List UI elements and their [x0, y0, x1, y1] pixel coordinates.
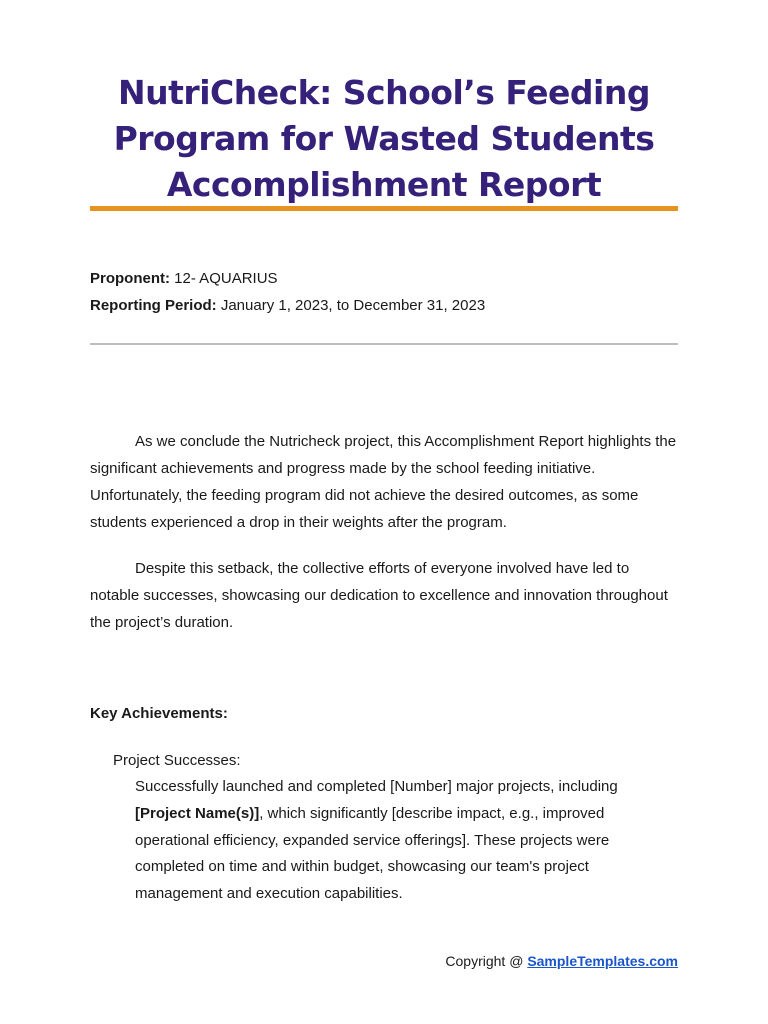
reporting-period-value: January 1, 2023, to December 31, 2023	[216, 297, 486, 314]
proponent-line	[90, 269, 278, 289]
proponent-value: 12- AQUARIUS	[170, 270, 278, 287]
reporting-period-label: Reporting Period:	[90, 297, 217, 314]
project-successes-body	[135, 774, 645, 908]
proponent-label: Proponent:	[90, 270, 170, 287]
report-title	[90, 70, 678, 208]
title-line-1: NutriCheck: School’s Feeding	[118, 73, 650, 112]
section-divider	[90, 343, 678, 345]
copyright-footer	[445, 951, 678, 971]
successes-text-end: , which significantly [describe impact, e.g., improved operational efficiency, expanded service offerings]. These projects were completed on time and within budget, showcasing our team's project management and execution capabilities.	[135, 804, 610, 903]
title-line-2: Program for Wasted Students	[113, 119, 655, 158]
setback-paragraph: Despite this setback, the collective efforts of everyone involved have led to notable successes, showcasing our dedication to excellence and innovation throughout the project’s duration.	[90, 560, 668, 631]
successes-text-start: Successfully launched and completed [Number] major projects, including	[135, 778, 618, 795]
title-line-3: Accomplishment Report	[166, 165, 602, 204]
copyright-prefix: Copyright @	[445, 953, 528, 969]
sampletemplates-link[interactable]: SampleTemplates.com	[527, 953, 678, 969]
key-achievements-heading: Key Achievements:	[90, 705, 228, 722]
project-name-placeholder: [Project Name(s)]	[135, 804, 260, 822]
project-successes-subheading: Project Successes:	[113, 752, 241, 769]
reporting-period-line	[90, 296, 485, 316]
intro-paragraph: As we conclude the Nutricheck project, this Accomplishment Report highlights the significant achievements and progress made by the school feeding initiative. Unfortunately, the feeding program did not achieve the desired outcomes, as some students experienced a drop in their weights after the program.	[90, 433, 677, 531]
title-underline	[90, 206, 678, 211]
